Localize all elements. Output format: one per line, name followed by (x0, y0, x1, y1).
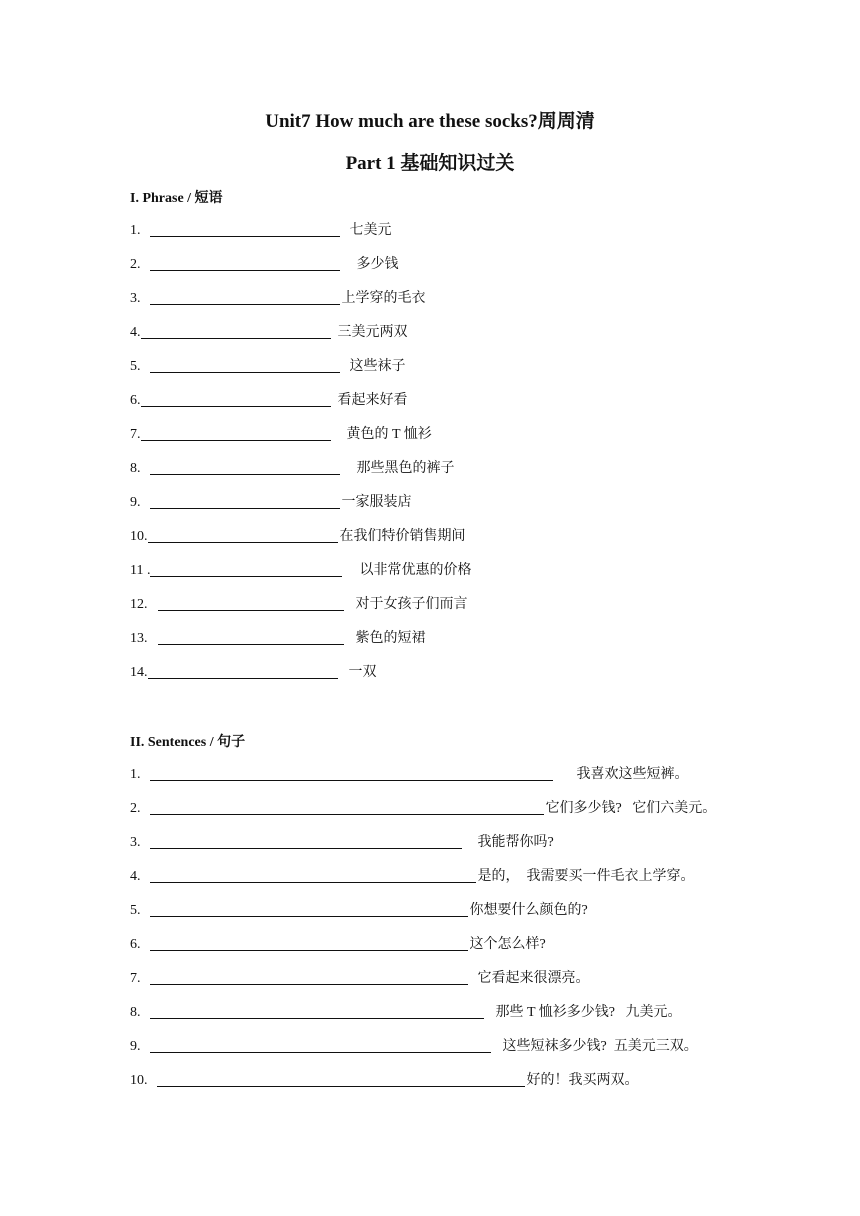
sentence-item (130, 831, 554, 851)
phrase-item (130, 321, 408, 341)
answer-blank[interactable] (150, 833, 462, 849)
sentence-item (130, 1001, 682, 1021)
sentence-item (130, 865, 695, 885)
item-number: 2. (130, 257, 141, 272)
answer-blank[interactable] (148, 663, 338, 679)
sentence-item (130, 933, 546, 953)
item-number: 11 . (130, 563, 151, 578)
sentence-item (130, 797, 716, 817)
phrase-item (130, 525, 466, 545)
item-chinese: 看起来好看 (337, 393, 408, 408)
item-number: 4. (130, 869, 141, 884)
answer-blank[interactable] (157, 1071, 525, 1087)
answer-blank[interactable] (150, 901, 468, 917)
answer-blank[interactable] (150, 1003, 484, 1019)
sentence-item (130, 763, 689, 783)
item-number: 9. (130, 1039, 141, 1054)
answer-blank[interactable] (150, 969, 468, 985)
answer-blank[interactable] (158, 595, 344, 611)
answer-blank[interactable] (150, 459, 340, 475)
answer-blank[interactable] (148, 527, 338, 543)
item-number: 3. (130, 291, 141, 306)
answer-blank[interactable] (150, 867, 476, 883)
phrase-item (130, 423, 432, 443)
answer-blank[interactable] (141, 425, 331, 441)
answer-blank[interactable] (150, 1037, 491, 1053)
phrase-item (130, 559, 471, 579)
item-number: 10. (130, 1073, 148, 1088)
item-number: 10. (130, 529, 148, 544)
item-chinese: 我能帮你吗? (477, 835, 554, 850)
answer-blank[interactable] (150, 765, 553, 781)
sentence-item (130, 1069, 639, 1089)
item-chinese: 多少钱 (356, 257, 399, 272)
answer-blank[interactable] (141, 391, 331, 407)
item-number: 7. (130, 971, 141, 986)
sentence-item (130, 899, 588, 919)
item-number: 4. (130, 325, 141, 340)
phrase-item (130, 253, 399, 273)
phrase-item (130, 593, 468, 613)
phrase-item (130, 661, 377, 681)
answer-blank[interactable] (150, 255, 340, 271)
item-number: 2. (130, 801, 141, 816)
item-number: 1. (130, 223, 141, 238)
item-chinese: 是的， 我需要买一件毛衣上学穿。 (477, 869, 695, 884)
part-heading: Part 1 基础知识过关 (345, 153, 515, 174)
item-chinese: 那些黑色的裤子 (356, 461, 455, 476)
item-chinese: 那些 T 恤衫多少钱? 九美元。 (495, 1005, 682, 1020)
phrase-item (130, 491, 412, 511)
item-chinese: 紫色的短裙 (355, 631, 426, 646)
phrase-item (130, 287, 426, 307)
item-chinese: 七美元 (349, 223, 392, 238)
sentence-item (130, 967, 590, 987)
answer-blank[interactable] (158, 629, 344, 645)
item-chinese: 我喜欢这些短裤。 (576, 767, 689, 782)
answer-blank[interactable] (150, 493, 340, 509)
answer-blank[interactable] (150, 799, 544, 815)
answer-blank[interactable] (150, 221, 340, 237)
answer-blank[interactable] (150, 357, 340, 373)
item-number: 9. (130, 495, 141, 510)
item-number: 12. (130, 597, 148, 612)
item-chinese: 以非常优惠的价格 (359, 563, 472, 578)
item-chinese: 好的！我买两双。 (526, 1073, 639, 1088)
item-chinese: 上学穿的毛衣 (341, 291, 426, 306)
phrase-section-heading: I. Phrase / 短语 (130, 191, 223, 206)
item-chinese: 你想要什么颜色的? (469, 903, 588, 918)
item-number: 7. (130, 427, 141, 442)
answer-blank[interactable] (150, 561, 342, 577)
item-number: 5. (130, 359, 141, 374)
item-number: 6. (130, 937, 141, 952)
item-number: 8. (130, 461, 141, 476)
item-chinese: 这些袜子 (349, 359, 406, 374)
answer-blank[interactable] (150, 935, 468, 951)
sentence-section-heading: II. Sentences / 句子 (130, 735, 246, 750)
item-number: 14. (130, 665, 148, 680)
item-chinese: 黄色的 T 恤衫 (346, 427, 432, 442)
item-chinese: 一家服装店 (341, 495, 412, 510)
phrase-item (130, 627, 426, 647)
item-chinese: 这个怎么样? (469, 937, 546, 952)
item-chinese: 这些短袜多少钱? 五美元三双。 (502, 1039, 698, 1054)
page-title: Unit7 How much are these socks?周周清 (265, 111, 595, 132)
item-chinese: 它们多少钱? 它们六美元。 (545, 801, 717, 816)
item-chinese: 三美元两双 (337, 325, 408, 340)
item-number: 6. (130, 393, 141, 408)
item-chinese: 它看起来很漂亮。 (477, 971, 590, 986)
item-number: 8. (130, 1005, 141, 1020)
item-chinese: 在我们特价销售期间 (339, 529, 466, 544)
phrase-item (130, 219, 392, 239)
item-number: 3. (130, 835, 141, 850)
item-number: 5. (130, 903, 141, 918)
item-number: 1. (130, 767, 141, 782)
phrase-item (130, 355, 406, 375)
answer-blank[interactable] (150, 289, 340, 305)
answer-blank[interactable] (141, 323, 331, 339)
item-chinese: 对于女孩子们而言 (355, 597, 468, 612)
sentence-item (130, 1035, 698, 1055)
phrase-item (130, 457, 455, 477)
phrase-item (130, 389, 408, 409)
item-number: 13. (130, 631, 148, 646)
item-chinese: 一双 (348, 665, 377, 680)
